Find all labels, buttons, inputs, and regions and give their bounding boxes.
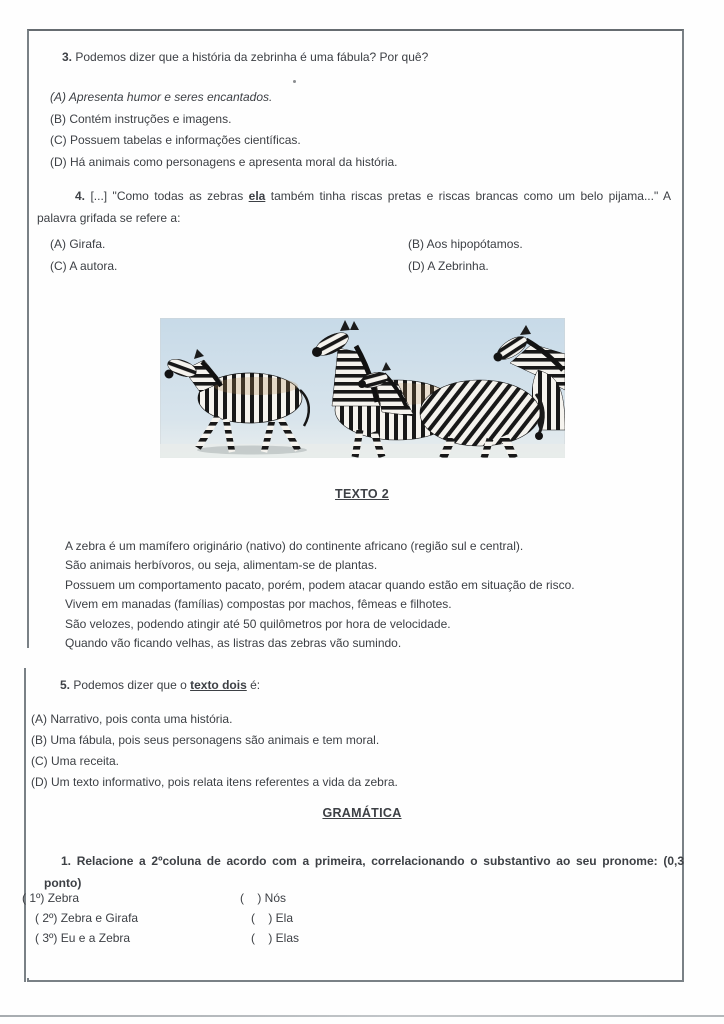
- question-4-options-left: [50, 233, 117, 277]
- match-row-2: [35, 911, 294, 931]
- question-3-number: 3.: [62, 50, 73, 64]
- question-3-options: [50, 87, 398, 173]
- texto2-line: São velozes, podendo atingir até 50 quilômetros por hora de velocidade.: [65, 616, 451, 631]
- texto2-line: Possuem um comportamento pacato, porém, podem atacar quando estão em situação de risco.: [65, 577, 575, 592]
- stray-dot-mark: [293, 80, 296, 83]
- question-4-line2: palavra grifada se refere a:: [37, 211, 181, 225]
- option-b: (B) Uma fábula, pois seus personagens são animais e tem moral.: [31, 733, 380, 747]
- option-d: (D) Há animais como personagens e apresenta moral da história.: [50, 154, 398, 169]
- gramatica-q1-line2: ponto): [44, 875, 82, 890]
- match-row-1: [22, 891, 287, 911]
- gramatica-q1-number: 1.: [61, 854, 72, 868]
- question-4-options-right: [408, 233, 523, 277]
- underlined-word-ela: ela: [248, 189, 266, 203]
- texto2-heading: TEXTO 2: [335, 487, 389, 501]
- question-4-number: 4.: [75, 189, 86, 203]
- match-left: ( 2º) Zebra e Girafa: [35, 911, 139, 925]
- texto2-line: São animais herbívoros, ou seja, alimentam-se de plantas.: [65, 558, 378, 573]
- option-b: (B) Aos hipopótamos.: [408, 237, 523, 251]
- match-row-3: [35, 931, 300, 951]
- option-c: (C) Possuem tabelas e informações científicas.: [50, 133, 301, 147]
- texto2-paragraph: [65, 537, 575, 653]
- option-d: (D) Um texto informativo, pois relata itens referentes a vida da zebra.: [31, 775, 398, 789]
- match-right: ( ) Elas: [251, 931, 300, 945]
- option-c: (C) A autora.: [50, 259, 118, 273]
- frame-left-lower-border: [24, 668, 26, 982]
- option-d: (D) A Zebrinha.: [408, 259, 489, 273]
- match-left: ( 1º) Zebra: [22, 891, 80, 905]
- zebra-photo: [160, 318, 565, 458]
- texto2-line: Vivem em manadas (famílias) compostas por machos, fêmeas e filhotes.: [65, 597, 452, 612]
- zebras-running-illustration: [160, 318, 565, 458]
- gramatica-question-1: [44, 851, 684, 894]
- option-b: (B) Contém instruções e imagens.: [50, 111, 232, 126]
- gramatica-q1-line1: 1. Relacione a 2ºcoluna de acordo com a primeira, correlacionando o substantivo ao seu pronome: (0,3: [61, 854, 684, 868]
- texto2-line: Quando vão ficando velhas, as listras das zebras vão sumindo.: [65, 636, 402, 651]
- underlined-texto-dois: texto dois: [190, 678, 247, 692]
- texto2-line: A zebra é um mamífero originário (nativo) do continente africano (região sul e central).: [65, 539, 524, 553]
- gramatica-heading: GRAMÁTICA: [322, 806, 402, 820]
- question-4-line1: 4. [...] "Como todas as zebras ela também tinha riscas pretas e riscas brancas como um belo pijama..." A: [75, 189, 671, 203]
- match-right: ( ) Nós: [240, 891, 287, 905]
- match-left: ( 3º) Eu e a Zebra: [35, 931, 131, 945]
- scan-edge-line: [0, 1015, 724, 1017]
- question-4: [37, 185, 671, 229]
- option-a: (A) Girafa.: [50, 237, 106, 251]
- question-3-text: Podemos dizer que a história da zebrinha é uma fábula? Por quê?: [72, 50, 429, 64]
- question-3: [62, 50, 428, 64]
- option-a: (A) Apresenta humor e seres encantados.: [50, 90, 273, 104]
- option-a: (A) Narrativo, pois conta uma história.: [31, 712, 233, 726]
- question-5: 5. Podemos dizer que o texto dois é:: [60, 678, 261, 692]
- match-right: ( ) Ela: [251, 911, 294, 925]
- option-c: (C) Uma receita.: [31, 754, 120, 768]
- question-5-number: 5.: [60, 678, 71, 692]
- question-5-options: [31, 709, 398, 793]
